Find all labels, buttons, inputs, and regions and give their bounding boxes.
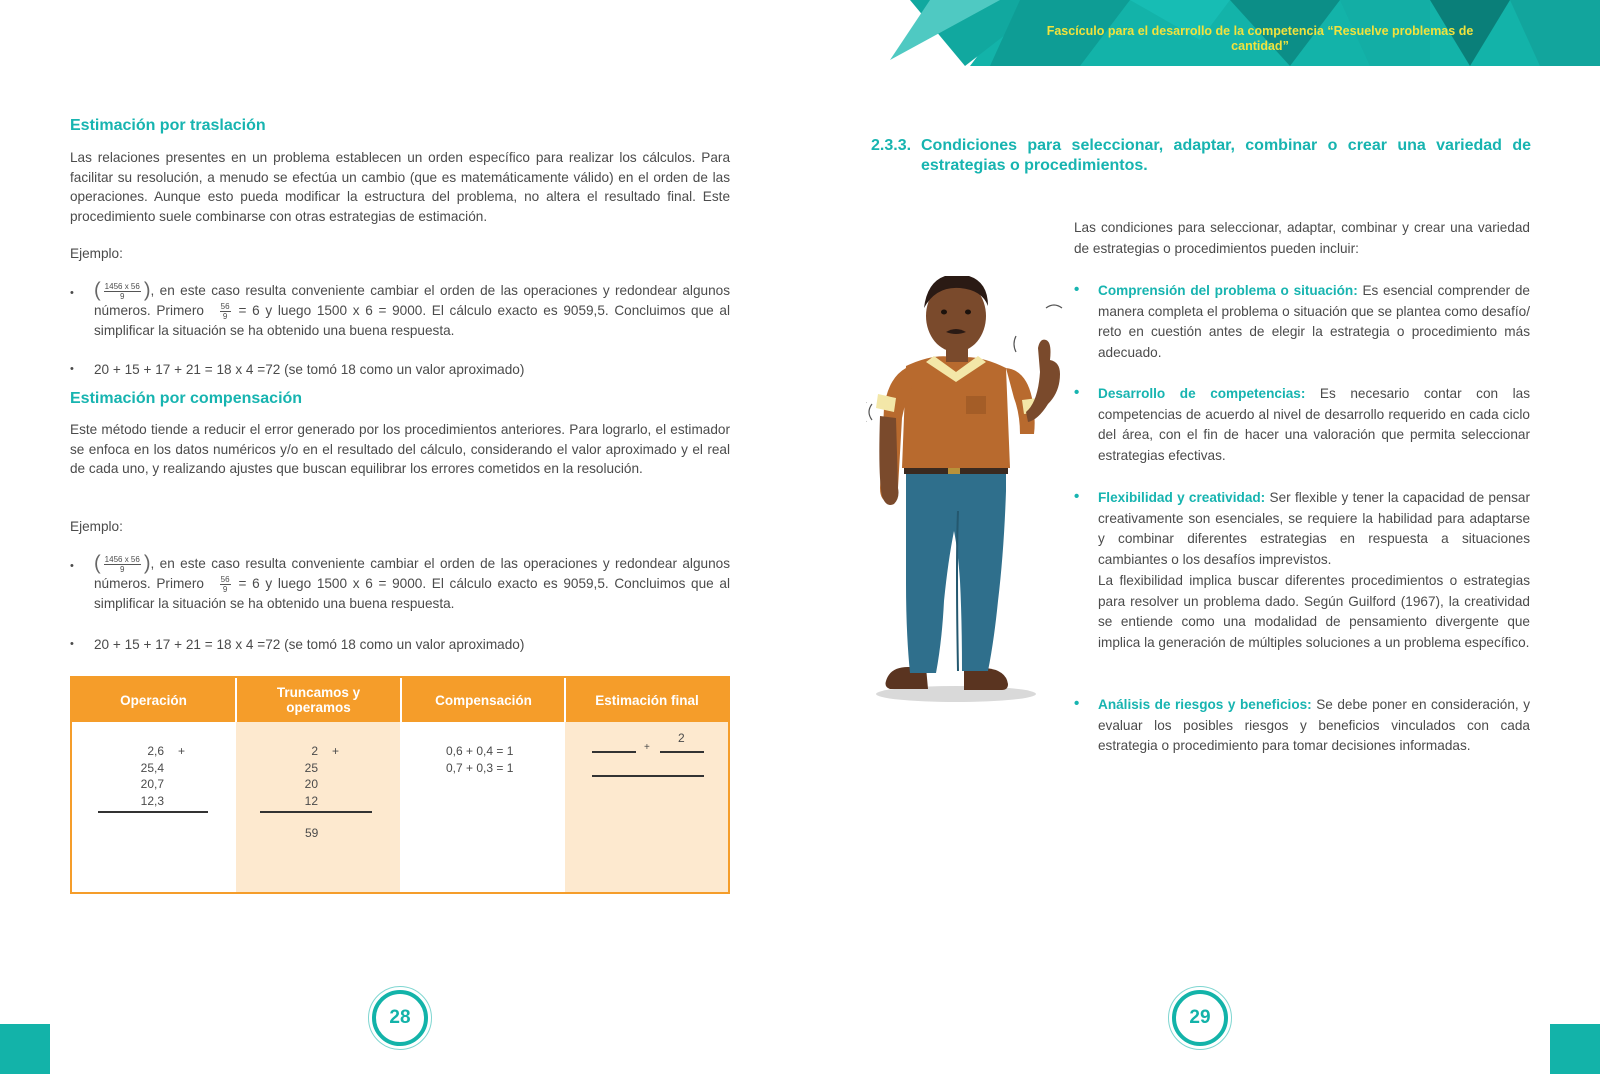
bullet-dot: • — [70, 363, 74, 375]
bullet-dot: • — [70, 638, 74, 650]
corner-square-left — [0, 1024, 50, 1074]
estimacion-value: 2 — [678, 731, 685, 745]
intro-paragraph: Las condiciones para seleccionar, adaptar, combinar y crear una variedad de estrategias o procedimientos pueden incluir: — [1074, 220, 1530, 256]
bullet-dot: • — [70, 287, 74, 299]
table-cell: 20 — [304, 777, 318, 791]
corner-square-right — [1550, 1024, 1600, 1074]
table-cell: 25 — [304, 760, 318, 775]
compensacion-title: Estimación por compensación — [70, 390, 303, 407]
table-cell: 2 — [311, 744, 318, 758]
header-divider — [400, 678, 402, 722]
table-cell: 2,6 — [147, 744, 164, 758]
condition-bullet-2: Desarrollo de competencias: Es necesario contar con las competencias de acuerdo al nivel de desarrollo requerido en cada ciclo del área, con el fin de hacer una valoración que permita seleccionar estrategias efectivas. — [1098, 386, 1530, 464]
bullet-dot: • — [70, 560, 74, 572]
compensacion-values — [446, 743, 513, 776]
section-number: 2.3.3. — [871, 137, 912, 154]
bullet-dot: • — [1074, 281, 1080, 298]
truncamos-result: 59 — [305, 826, 319, 840]
table-header-truncamos: Truncamos y operamos — [237, 678, 400, 722]
table-cell: 25,4 — [140, 760, 164, 775]
bullet-dot: • — [1074, 488, 1080, 505]
table-col-truncamos — [236, 722, 400, 892]
page-number-right: 29 — [1172, 990, 1228, 1046]
estimacion-blank-2 — [660, 751, 704, 753]
compensacion-bullet-1: ( $\frac{1456 x 56}{9}$ ), en este caso resulta conveniente cambiar el orden de las operaciones y redondear algunos números. Primero $\frac{56}{9}$ = 6 y luego 1500 x 6 = 9000. El cálculo exacto es 9059,5. Concluimos que al simplificar la situación se ha obtenido una buena respuesta. — [94, 552, 730, 612]
bullet-dot: • — [1074, 384, 1080, 401]
condition-bullet-1: Comprensión del problema o situación: Es esencial comprender de manera completa el problema o situación que se plantea como desafío/ reto en cuestión antes de elegir la estrategia o procedimiento más adecuado. — [1098, 283, 1530, 361]
table-cell: 0,7 + 0,3 = 1 — [446, 760, 514, 775]
table-header-estimacion: Estimación final — [566, 678, 728, 722]
operacion-rule — [98, 811, 208, 813]
compensacion-paragraph: Este método tiende a reducir el error generado por los procedimientos anteriores. Para lograrlo, el estimador se enfoca en los datos numéricos y/o en el resultado del cálculo, considerando el valor aproximado y el real de cada uno, y realizando ajustes que buscan equilibrar los errores cometidos en la resolución. — [70, 422, 730, 476]
truncamos-sign: + — [332, 744, 340, 758]
section-title: Condiciones para seleccionar, adaptar, combinar o crear una variedad de estrategias o procedimientos. — [921, 137, 1531, 174]
header-title: Fascículo para el desarrollo de la competencia “Resuelve problemas de cantidad” — [1046, 24, 1474, 53]
condition-bullet-3: Flexibilidad y creatividad: Ser flexible y tener la capacidad de pensar creativamente son esenciales, se requiere la habilidad para adaptarse y combinar diferentes estrategias en respuesta a situaciones cambiantes o los desafíos imprevistos. La flexibilidad implica buscar diferentes procedimientos o estrategias para resolver un problema dado. Según Guilford (1967), la creatividad se entiende como una modalidad de pensamiento divergente que implica la generación de múltiples soluciones a un problema específico. — [1098, 490, 1530, 650]
teacher-illustration — [866, 276, 1088, 706]
bullet-dot: • — [1074, 695, 1080, 712]
compensacion-example-label: Ejemplo: — [70, 519, 123, 534]
estimacion-blank-1 — [592, 751, 636, 753]
page-number-left: 28 — [372, 990, 428, 1046]
table-cell: 12,3 — [140, 793, 164, 808]
traslacion-example-label: Ejemplo: — [70, 246, 123, 261]
table-cell: 0,6 + 0,4 = 1 — [446, 744, 514, 758]
estimacion-sign: + — [644, 742, 650, 753]
traslacion-paragraph: Las relaciones presentes en un problema establecen un orden específico para realizar los cálculos. Para facilitar su resolución, a menudo se efectúa un cambio (que es matemáticamente válido) en el orden de las operaciones. Aunque esto pueda modificar la estructura del problema, no altera el resultado final. Este procedimiento suele combinarse con otras estrategias de estimación. — [70, 150, 730, 224]
header-divider — [235, 678, 237, 722]
compensacion-bullet-2: 20 + 15 + 17 + 21 = 18 x 4 =72 (se tomó 18 como un valor aproximado) — [94, 637, 525, 652]
traslacion-bullet-1: ( $\frac{1456 x 56}{9}$ ), en este caso resulta conveniente cambiar el orden de las operaciones y redondear algunos números. Primero $\frac{56}{9}$ = 6 y luego 1500 x 6 = 9000. El cálculo exacto es 9059,5. Concluimos que al simplificar la situación se ha obtenido una buena respuesta. — [94, 279, 730, 339]
truncamos-values — [292, 743, 318, 809]
estimation-table — [70, 676, 730, 894]
fraction: $\frac{56}{9}$ — [220, 302, 230, 322]
table-cell: 12 — [304, 793, 318, 808]
table-cell: 20,7 — [140, 777, 164, 791]
condition-bullet-4: Análisis de riesgos y beneficios: Se debe poner en consideración, y evaluar los posibles riesgos y beneficios vinculados con cada estrategia o procedimiento para tomar decisiones informadas. — [1098, 697, 1530, 754]
operacion-values — [124, 743, 164, 809]
table-header-compensacion: Compensación — [402, 678, 565, 722]
table-header-operacion: Operación — [72, 678, 235, 722]
fraction: $\frac{1456 x 56}{9}$ — [104, 554, 140, 574]
traslacion-title: Estimación por traslación — [70, 117, 266, 134]
estimacion-rule — [592, 775, 704, 777]
fraction: $\frac{1456 x 56}{9}$ — [104, 281, 140, 301]
truncamos-rule — [260, 811, 372, 813]
fraction: $\frac{56}{9}$ — [220, 575, 230, 595]
header-divider — [564, 678, 566, 722]
traslacion-bullet-2: 20 + 15 + 17 + 21 = 18 x 4 =72 (se tomó 18 como un valor aproximado) — [94, 362, 525, 377]
operacion-sign: + — [178, 744, 186, 758]
